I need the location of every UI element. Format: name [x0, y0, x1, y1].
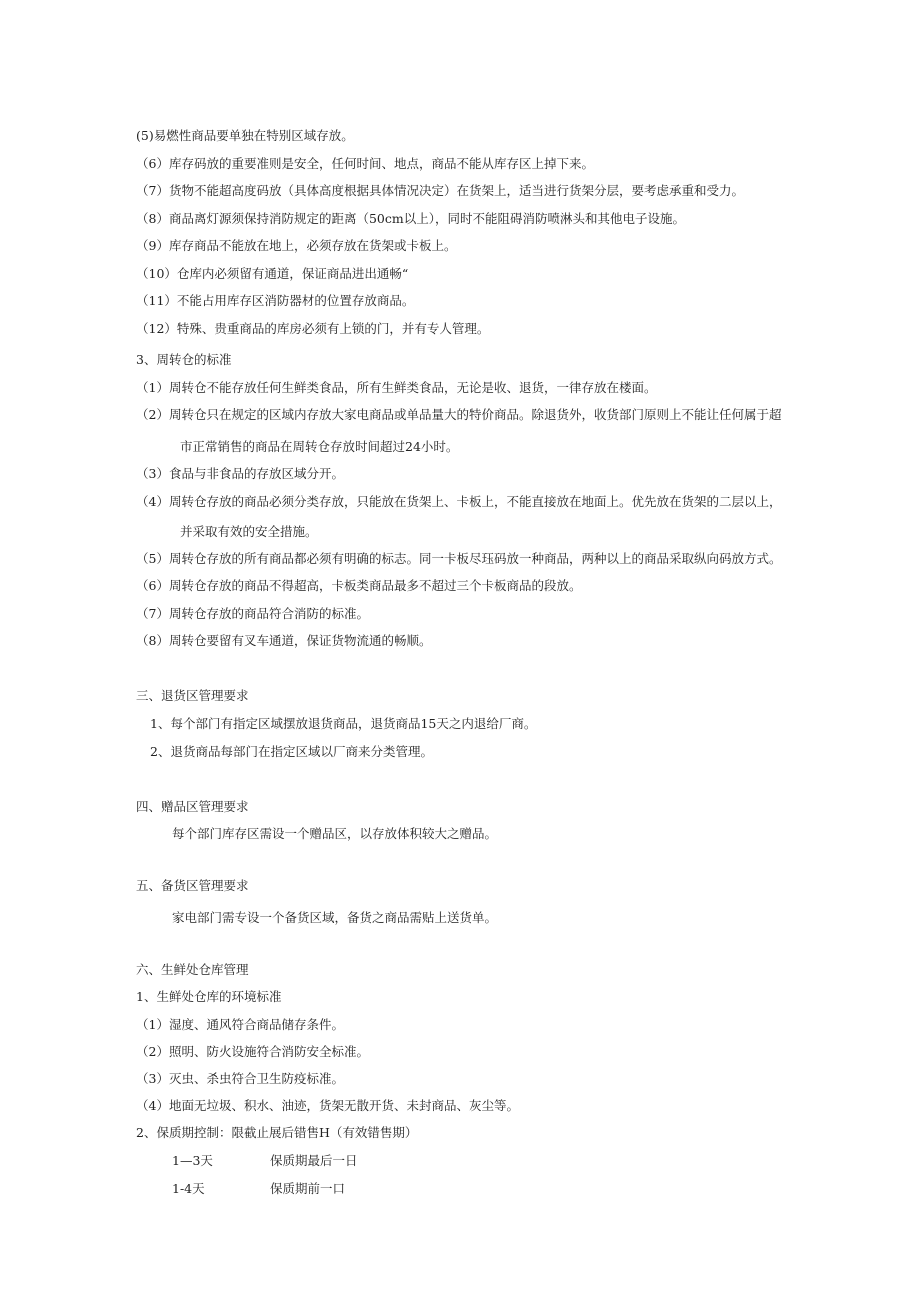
shelf-life-term: 1—3天	[172, 1153, 213, 1168]
shelf-life-rule: 保质期最后一日	[270, 1153, 358, 1168]
text-line: （2）照明、防火设施符合消防安全标准。	[136, 1044, 369, 1059]
text-line: （9）库存商品不能放在地上，必须存放在货架或卡板上。	[136, 238, 457, 253]
subsection-heading: 2、保质期控制：限截止展后错售H（有效错售期）	[136, 1125, 418, 1140]
text-line: （6）库存码放的重要准则是安全，任何时间、地点，商品不能从库存区上掉下来。	[136, 156, 594, 171]
text-line: （7）货物不能超高度码放（具体高度根据具体情况决定）在货架上，适当进行货架分层，要考虑承重和受力。	[136, 183, 744, 198]
shelf-life-term: 1-4天	[172, 1181, 205, 1196]
subsection-heading: 1、生鲜处仓库的环境标准	[136, 989, 282, 1004]
section-heading: 六、生鲜处仓库管理	[136, 962, 249, 977]
text-line: (5)易燃性商品要单独在特别区域存放。	[136, 128, 354, 143]
section-heading: 三、退货区管理要求	[136, 688, 249, 703]
text-line-continuation: 市正常销售的商品在周转仓存放时间超过24小时。	[180, 439, 459, 454]
text-line: （8）商品离灯源须保持消防规定的距离（50cm以上），同时不能阻碍消防喷淋头和其他电子设施。	[136, 211, 685, 226]
text-line: 1、每个部门有指定区域摆放退货商品，退货商品15天之内退给厂商。	[150, 716, 537, 731]
text-line: （11）不能占用库存区消防器材的位置存放商品。	[136, 293, 415, 308]
text-line: （4）周转仓存放的商品必须分类存放，只能放在货架上、卡板上，不能直接放在地面上。优先放在货架的二层以上，	[136, 494, 782, 509]
text-line: （8）周转仓要留有叉车通道，保证货物流通的畅顺。	[136, 633, 432, 648]
text-line: （3）食品与非食品的存放区域分开。	[136, 466, 344, 481]
text-line: （10）仓库内必须留有通道，保证商品进出通畅“	[136, 266, 409, 281]
text-line: （4）地面无垃圾、积水、油迹，货架无散开货、未封商品、灰尘等。	[136, 1098, 519, 1113]
text-line: （2）周转仓只在规定的区域内存放大家电商品或单品量大的特价商品。除退货外，收货部门原则上不能让任何属于超	[136, 407, 782, 422]
text-line: 2、退货商品每部门在指定区域以厂商来分类管理。	[150, 744, 433, 759]
text-line-continuation: 并采取有效的安全措施。	[180, 524, 318, 539]
text-line: （6）周转仓存放的商品不得超高，卡板类商品最多不超过三个卡板商品的段放。	[136, 578, 582, 593]
section-heading: 四、赠品区管理要求	[136, 799, 249, 814]
shelf-life-rule: 保质期前一口	[270, 1181, 346, 1196]
text-line: （5）周转仓存放的所有商品都必须有明确的标志。同一卡板尽珏码放一种商品，两种以上的商品采取纵向码放方式。	[136, 551, 782, 566]
text-line: （1）湿度、通风符合商品储存条件。	[136, 1017, 344, 1032]
text-line: 每个部门库存区需设一个赠品区，以存放体积较大之赠品。	[172, 826, 498, 841]
text-line: （7）周转仓存放的商品符合消防的标准。	[136, 606, 369, 621]
text-line: （1）周转仓不能存放任何生鲜类食品，所有生鲜类食品，无论是收、退货，一律存放在楼面。	[136, 380, 657, 395]
text-line: （3）灭虫、杀虫符合卫生防疫标准。	[136, 1071, 344, 1086]
section-heading: 五、备货区管理要求	[136, 878, 249, 893]
text-line: （12）特殊、贵重商品的库房必须有上锁的门，并有专人管理。	[136, 321, 490, 336]
text-line: 家电部门需专设一个备货区域，备货之商品需贴上送货单。	[172, 910, 498, 925]
section-heading: 3、周转仓的标准	[136, 352, 232, 367]
